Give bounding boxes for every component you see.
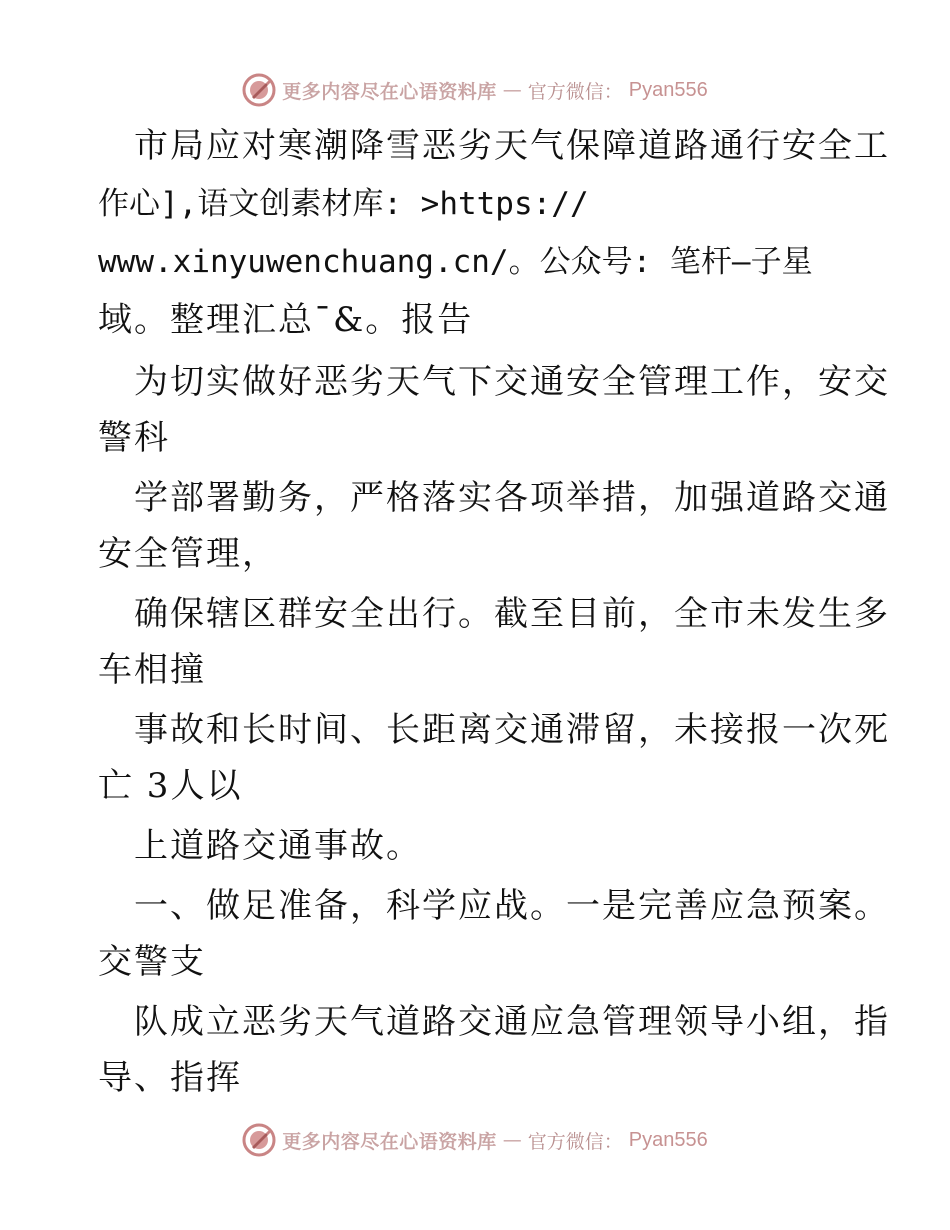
text-line: 域。整理汇总¯&。报告 xyxy=(98,300,474,340)
text-line: 安全管理， xyxy=(98,534,278,574)
watermark-id: Pyan556 xyxy=(628,1128,708,1151)
text-line: 上道路交通事故。 xyxy=(134,826,422,866)
text-line: 一、做足准备，科学应战。一是完善应急预案。 xyxy=(134,886,890,926)
text-line: 车相撞 xyxy=(98,650,206,690)
text-line: 亡 3人以 xyxy=(98,766,243,806)
pen-logo-icon xyxy=(242,1123,276,1157)
footer-watermark xyxy=(0,1120,950,1160)
text-line: 事故和长时间、长距离交通滞留，未接报一次死 xyxy=(134,710,890,750)
watermark-text: 更多内容尽在心语资料库 xyxy=(282,1130,497,1153)
text-line: 警科 xyxy=(98,418,170,458)
text-line: 队成立恶劣天气道路交通应急管理领导小组，指 xyxy=(134,1002,890,1042)
watermark-id: Pyan556 xyxy=(628,78,708,101)
watermark-text: 更多内容尽在心语资料库 xyxy=(282,80,497,103)
text-line: 确保辖区群安全出行。截至目前，全市未发生多 xyxy=(134,594,890,634)
text-line: www.xinyuwenchuang.cn/。公众号: 笔杆—子星 xyxy=(98,244,813,280)
header-watermark xyxy=(0,70,950,110)
text-line: 导、指挥 xyxy=(98,1058,242,1098)
watermark-label: 官方微信： xyxy=(527,80,623,103)
watermark-separator: — xyxy=(502,1129,522,1151)
watermark-label: 官方微信： xyxy=(527,1130,623,1153)
pen-logo-icon xyxy=(242,73,276,107)
text-line: 作心],语文创素材库: >https:// xyxy=(98,186,589,222)
text-line: 交警支 xyxy=(98,942,206,982)
text-line: 市局应对寒潮降雪恶劣天气保障道路通行安全工 xyxy=(134,126,890,166)
text-line: 为切实做好恶劣天气下交通安全管理工作，安交 xyxy=(134,362,890,402)
text-line: 学部署勤务，严格落实各项举措，加强道路交通 xyxy=(134,478,890,518)
watermark-separator: — xyxy=(502,79,522,101)
